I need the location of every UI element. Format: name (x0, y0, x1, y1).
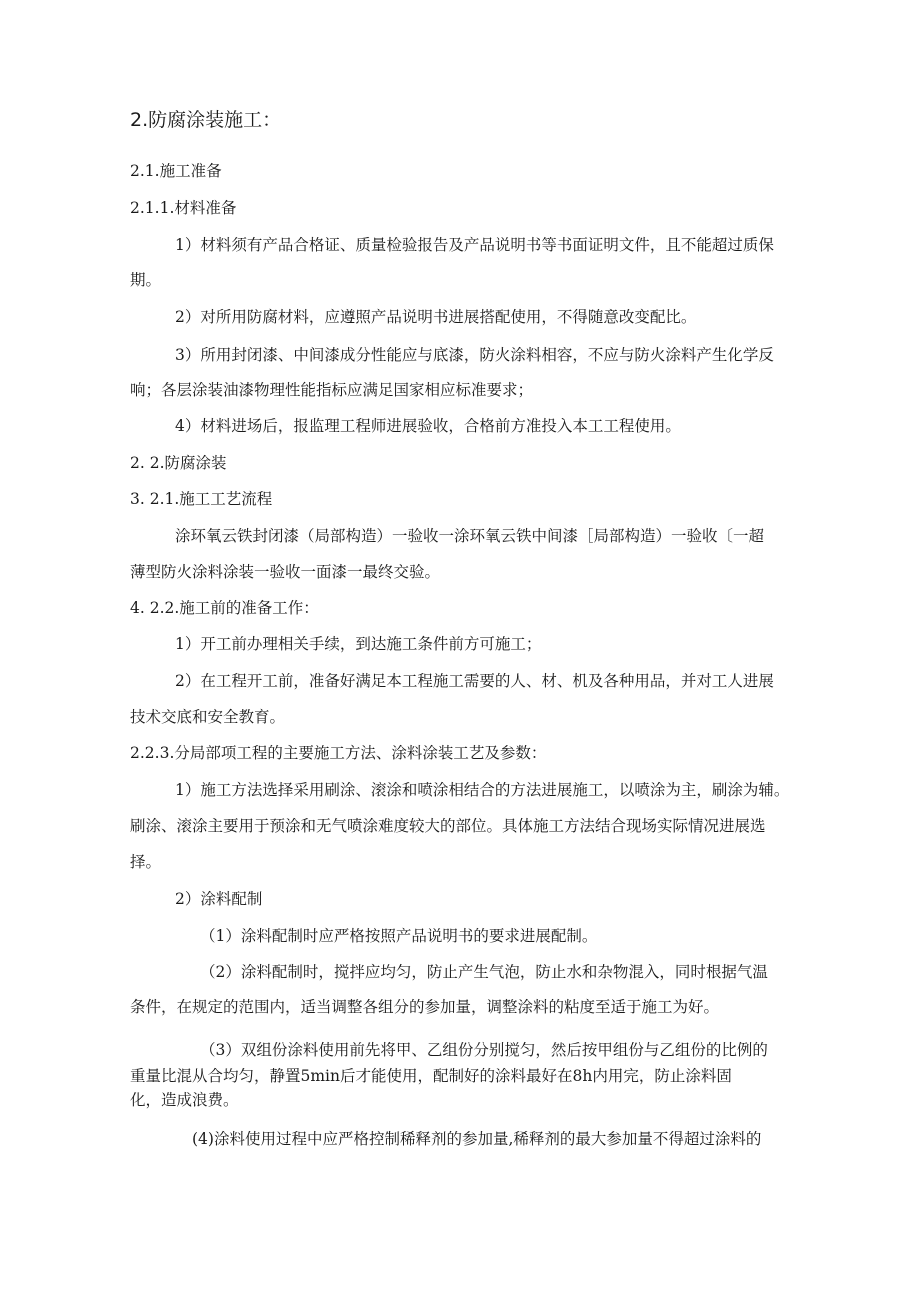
paragraph-line: 涂环氧云铁封闭漆（局部构造）一验收一涂环氧云铁中间漆［局部构造）一验收〔一超 (175, 527, 765, 545)
paragraph-line: 2）在工程开工前，准备好满足本工程施工需要的人、材、机及各种用品，并对工人进展 (175, 672, 774, 690)
heading-2-1: 2.1.施工准备 (130, 162, 222, 180)
paragraph-line: 条件，在规定的范围内，适当调整各组分的参加量，调整涂料的粘度至适于施工为好。 (130, 998, 720, 1016)
paragraph-line: （3）双组份涂料使用前先将甲、乙组份分别搅匀，然后按甲组份与乙组份的比例的 (200, 1041, 768, 1059)
paragraph-line: 重量比混从合均匀，静置5min后才能使用，配制好的涂料最好在8h内用完，防止涂料固 (130, 1067, 732, 1085)
paragraph-line: （2）涂料配制时，搅拌应均匀，防止产生气泡，防止水和杂物混入，同时根据气温 (200, 963, 768, 981)
paragraph-line: 技术交底和安全教育。 (130, 708, 286, 726)
paragraph-line: 期。 (130, 271, 162, 289)
paragraph-line: (4)涂料使用过程中应严格控制稀释剂的参加量,稀释剂的最大参加量不得超过涂料的 (192, 1130, 762, 1148)
heading-2-2: 2. 2.防腐涂装 (130, 454, 227, 472)
paragraph-line: 择。 (130, 853, 162, 871)
paragraph-line: 4）材料进场后，报监理工程师进展验收，合格前方准投入本工工程使用。 (175, 417, 681, 435)
paragraph-line: 1）开工前办理相关手续，到达施工条件前方可施工； (175, 635, 542, 653)
heading-2-2-1: 3. 2.1.施工工艺流程 (130, 490, 273, 508)
paragraph-line: 薄型防火涂料涂装一验收一面漆一最终交验。 (130, 563, 441, 581)
paragraph-line: 1）材料须有产品合格证、质量检验报告及产品说明书等书面证明文件，且不能超过质保 (175, 236, 774, 254)
section-title: 2.防腐涂装施工： (130, 109, 282, 131)
paragraph-line: 3）所用封闭漆、中间漆成分性能应与底漆，防火涂料相容，不应与防火涂料产生化学反 (175, 346, 774, 364)
paragraph-line: 刷涂、滚涂主要用于预涂和无气喷涂难度较大的部位。具体施工方法结合现场实际情况进展选 (130, 817, 766, 835)
paragraph-line: 1）施工方法选择采用刷涂、滚涂和喷涂相结合的方法进展施工，以喷涂为主，刷涂为辅。 (175, 781, 790, 799)
heading-2-2-3: 2.2.3.分局部项工程的主要施工方法、涂料涂装工艺及参数： (130, 744, 547, 762)
paragraph-line: 2）涂料配制 (175, 890, 263, 908)
heading-2-2-2: 4. 2.2.施工前的准备工作： (130, 599, 319, 617)
paragraph-line: 化，造成浪费。 (130, 1091, 239, 1109)
paragraph-line: （1）涂料配制时应严格按照产品说明书的要求进展配制。 (200, 927, 598, 945)
heading-2-1-1: 2.1.1.材料准备 (130, 199, 237, 217)
paragraph-line: 2）对所用防腐材料，应遵照产品说明书进展搭配使用，不得随意改变配比。 (175, 308, 697, 326)
paragraph-line: 响；各层涂装油漆物理性能指标应满足国家相应标准要求； (130, 381, 534, 399)
